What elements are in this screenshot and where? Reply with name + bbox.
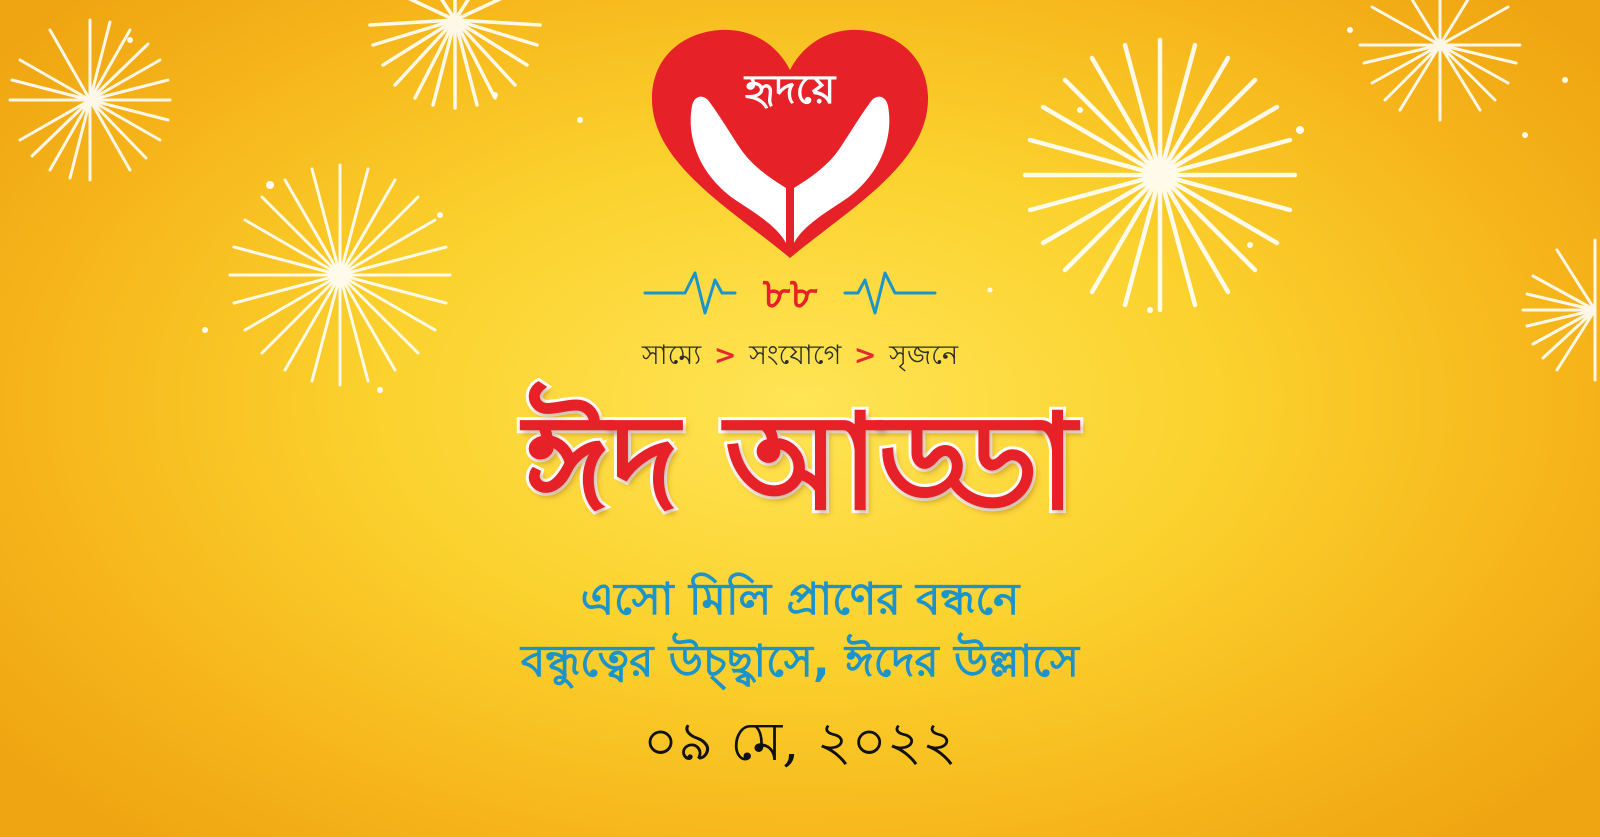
tagline-separator-2: >	[853, 340, 877, 371]
firework-right-edge	[1523, 240, 1595, 380]
firework-left-middle	[230, 165, 450, 385]
firework-top-right	[1360, 0, 1520, 120]
event-date: ০৯ মে, ২০২২	[643, 710, 957, 773]
tagline-part-3: সৃজনে	[889, 340, 959, 371]
subtitle-line-2: বন্ধুত্বের উচ্ছ্বাসে, ঈদের উল্লাসে	[520, 636, 1080, 687]
heart-shape	[652, 30, 928, 258]
tagline-separator-1: >	[713, 340, 737, 371]
firework-top-center-left	[370, 0, 540, 108]
tagline-part-2: সংযোগে	[749, 340, 842, 371]
hridoye-logo	[640, 18, 940, 338]
firework-top-left	[10, 20, 170, 180]
subtitle-line-1: এসো মিলি প্রাণের বন্ধনে	[580, 574, 1020, 625]
logo-number: ৮৮	[762, 269, 818, 318]
tagline-part-1: সাম্যে	[641, 340, 702, 371]
tagline	[560, 335, 1040, 380]
logo-heart-text: হৃদয়ে	[744, 67, 836, 113]
event-title: ঈদ আড্ডা	[523, 386, 1077, 540]
firework-right-large	[1025, 40, 1295, 310]
